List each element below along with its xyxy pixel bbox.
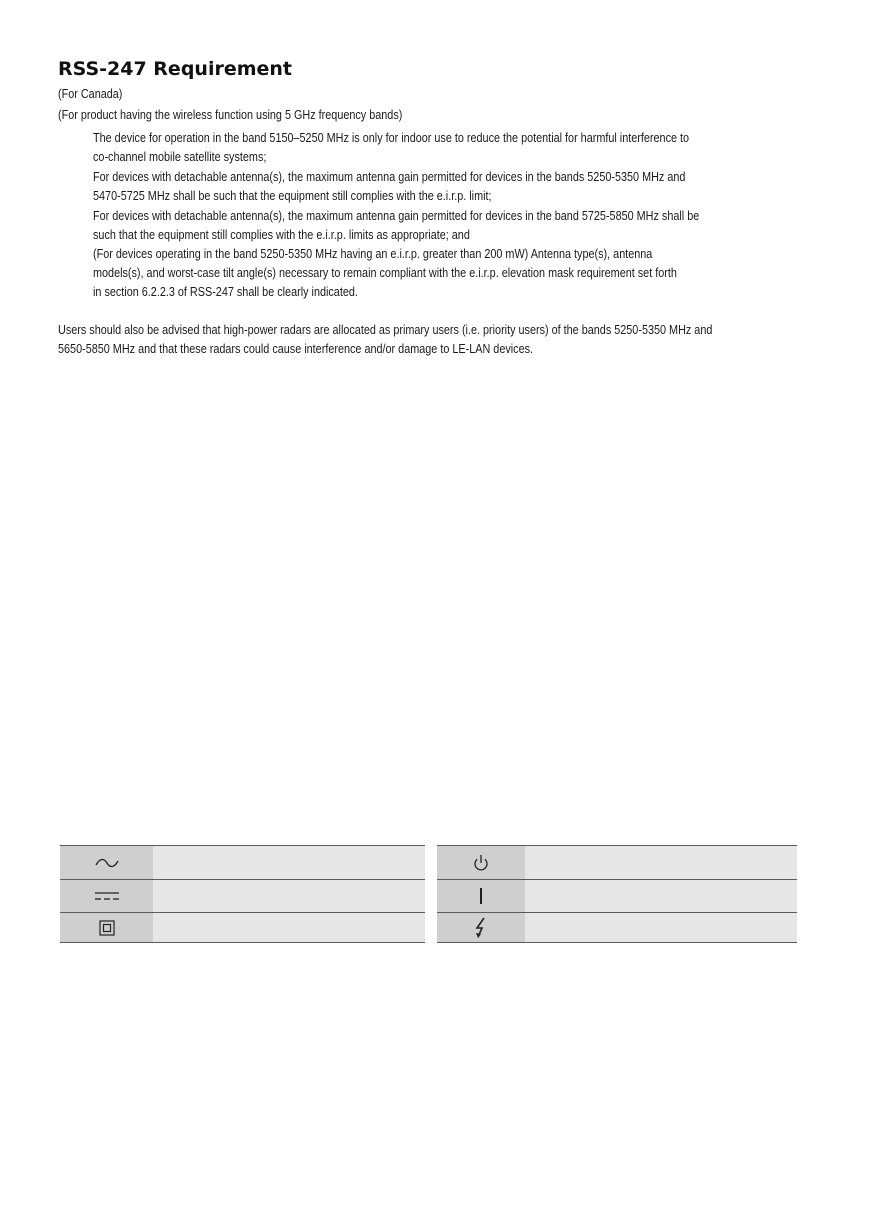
symbol-cell bbox=[437, 846, 525, 880]
description-cell bbox=[525, 880, 797, 913]
requirement-line: models(s), and worst-case tilt angle(s) necessary to remain compliant with the e.i.r.p. elevation mask requirement set forth bbox=[93, 266, 677, 280]
intro-line: (For Canada) bbox=[58, 87, 123, 101]
class-ii-double-insulation-icon bbox=[99, 920, 115, 936]
dangerous-voltage-icon bbox=[474, 917, 488, 939]
symbol-cell bbox=[437, 913, 525, 943]
standby-power-icon bbox=[472, 853, 490, 873]
table-row bbox=[437, 880, 797, 913]
symbol-table-left bbox=[60, 845, 425, 943]
symbol-table-right bbox=[437, 845, 797, 943]
power-on-icon bbox=[478, 886, 484, 906]
description-cell bbox=[525, 913, 797, 943]
table-row bbox=[60, 913, 425, 943]
symbol-cell bbox=[60, 913, 153, 943]
description-cell bbox=[153, 913, 425, 943]
symbol-cell bbox=[437, 880, 525, 913]
page-title: RSS-247 Requirement bbox=[58, 58, 293, 80]
requirement-line: such that the equipment still complies with the e.i.r.p. limits as appropriate; and bbox=[93, 228, 470, 242]
symbol-cell bbox=[60, 880, 153, 913]
table-row bbox=[60, 880, 425, 913]
requirement-line: co-channel mobile satellite systems; bbox=[93, 150, 267, 164]
description-cell bbox=[525, 846, 797, 880]
requirement-line: The device for operation in the band 5150–5250 MHz is only for indoor use to reduce the potential for harmful interference to bbox=[93, 131, 690, 145]
requirement-line: For devices with detachable antenna(s), the maximum antenna gain permitted for devices in the bands 5250-5350 MHz and bbox=[93, 170, 686, 184]
dc-current-icon bbox=[93, 890, 121, 902]
table-row bbox=[437, 846, 797, 880]
description-cell bbox=[153, 846, 425, 880]
table-row bbox=[437, 913, 797, 943]
symbol-cell bbox=[60, 846, 153, 880]
advisory-line: 5650-5850 MHz and that these radars could cause interference and/or damage to LE-LAN devices. bbox=[58, 342, 534, 356]
requirement-line: (For devices operating in the band 5250-5350 MHz having an e.i.r.p. greater than 200 mW) Antenna type(s), antenna bbox=[93, 247, 653, 261]
table-row bbox=[60, 846, 425, 880]
requirement-line: For devices with detachable antenna(s), the maximum antenna gain permitted for devices in the band 5725-5850 MHz shall be bbox=[93, 209, 700, 223]
ac-current-icon bbox=[94, 857, 120, 869]
intro-line: (For product having the wireless function using 5 GHz frequency bands) bbox=[58, 108, 403, 122]
advisory-line: Users should also be advised that high-power radars are allocated as primary users (i.e. priority users) of the bands 5250-5350 MHz and bbox=[58, 323, 713, 337]
requirement-line: 5470-5725 MHz shall be such that the equipment still complies with the e.i.r.p. limit; bbox=[93, 189, 492, 203]
description-cell bbox=[153, 880, 425, 913]
requirement-line: in section 6.2.2.3 of RSS-247 shall be clearly indicated. bbox=[93, 285, 358, 299]
